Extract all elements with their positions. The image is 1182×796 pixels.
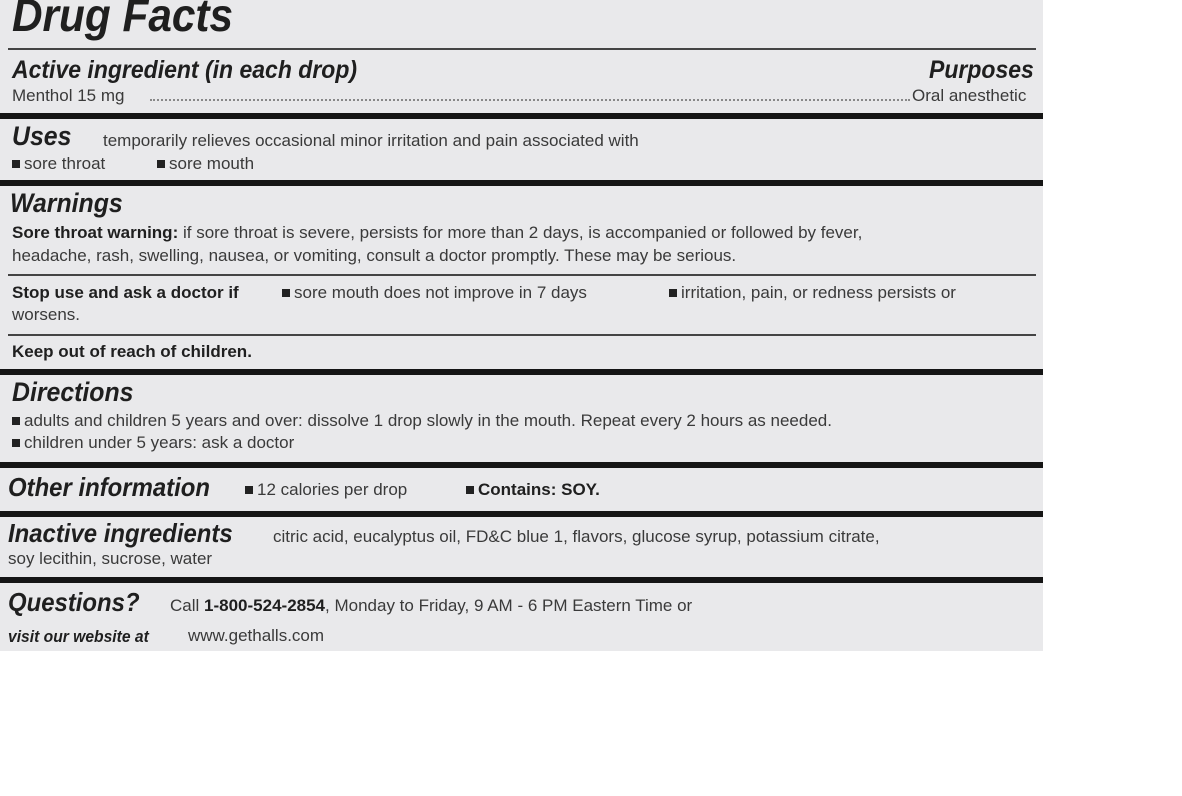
directions-item-adults: adults and children 5 years and over: dissolve 1 drop slowly in the mouth. Repeat every 2 hours as needed.: [12, 411, 832, 431]
bullet-square-icon: [157, 160, 165, 168]
phone-number: 1-800-524-2854: [204, 596, 326, 615]
stop-use-item-2: irritation, pain, or redness persists or: [669, 283, 956, 303]
inactive-ingredients-line1: citric acid, eucalyptus oil, FD&C blue 1, flavors, glucose syrup, potassium citrate,: [273, 527, 880, 546]
uses-item-sore-throat: sore throat: [12, 154, 105, 174]
keep-out-of-reach: Keep out of reach of children.: [12, 342, 252, 361]
other-information-heading: Other information: [8, 472, 210, 502]
dot-leaders: [150, 98, 910, 101]
stop-use-item-2-continued: worsens.: [12, 305, 81, 324]
website-url: www.gethalls.com: [188, 626, 325, 645]
questions-call-line: Call 1-800-524-2854, Monday to Friday, 9 AM - 6 PM Eastern Time or: [170, 596, 693, 615]
bullet-square-icon: [12, 417, 20, 425]
visit-website-label: visit our website at: [8, 627, 149, 646]
active-ingredient-heading: Active ingredient (in each drop): [12, 56, 358, 84]
bullet-square-icon: [12, 160, 20, 168]
inactive-ingredients-heading: Inactive ingredients: [8, 518, 233, 548]
bullet-square-icon: [12, 439, 20, 447]
stop-use-label: Stop use and ask a doctor if: [12, 283, 239, 302]
other-item-calories: 12 calories per drop: [245, 480, 407, 500]
other-item-soy: Contains: SOY.: [466, 480, 600, 500]
uses-heading: Uses: [12, 121, 72, 151]
sore-throat-warning-line1: Sore throat warning: if sore throat is severe, persists for more than 2 days, is accompanied or followed by fever,: [12, 223, 863, 242]
purposes-heading: Purposes: [929, 56, 1034, 84]
drug-facts-title: Drug Facts: [12, 0, 234, 41]
inactive-ingredients-line2: soy lecithin, sucrose, water: [8, 549, 213, 568]
directions-heading: Directions: [12, 377, 134, 407]
uses-text: temporarily relieves occasional minor irritation and pain associated with: [103, 131, 639, 150]
sore-throat-warning-line2: headache, rash, swelling, nausea, or vomiting, consult a doctor promptly. These may be serious.: [12, 246, 737, 265]
warnings-heading: Warnings: [10, 188, 123, 218]
uses-item-sore-mouth: sore mouth: [157, 154, 254, 174]
bullet-square-icon: [282, 289, 290, 297]
bullet-square-icon: [466, 486, 474, 494]
questions-heading: Questions?: [8, 587, 140, 617]
bullet-square-icon: [669, 289, 677, 297]
stop-use-item-1: sore mouth does not improve in 7 days: [282, 283, 587, 303]
bullet-square-icon: [245, 486, 253, 494]
purpose-value: Oral anesthetic: [912, 86, 1027, 105]
directions-item-children: children under 5 years: ask a doctor: [12, 433, 294, 453]
active-ingredient-value: Menthol 15 mg: [12, 86, 125, 105]
